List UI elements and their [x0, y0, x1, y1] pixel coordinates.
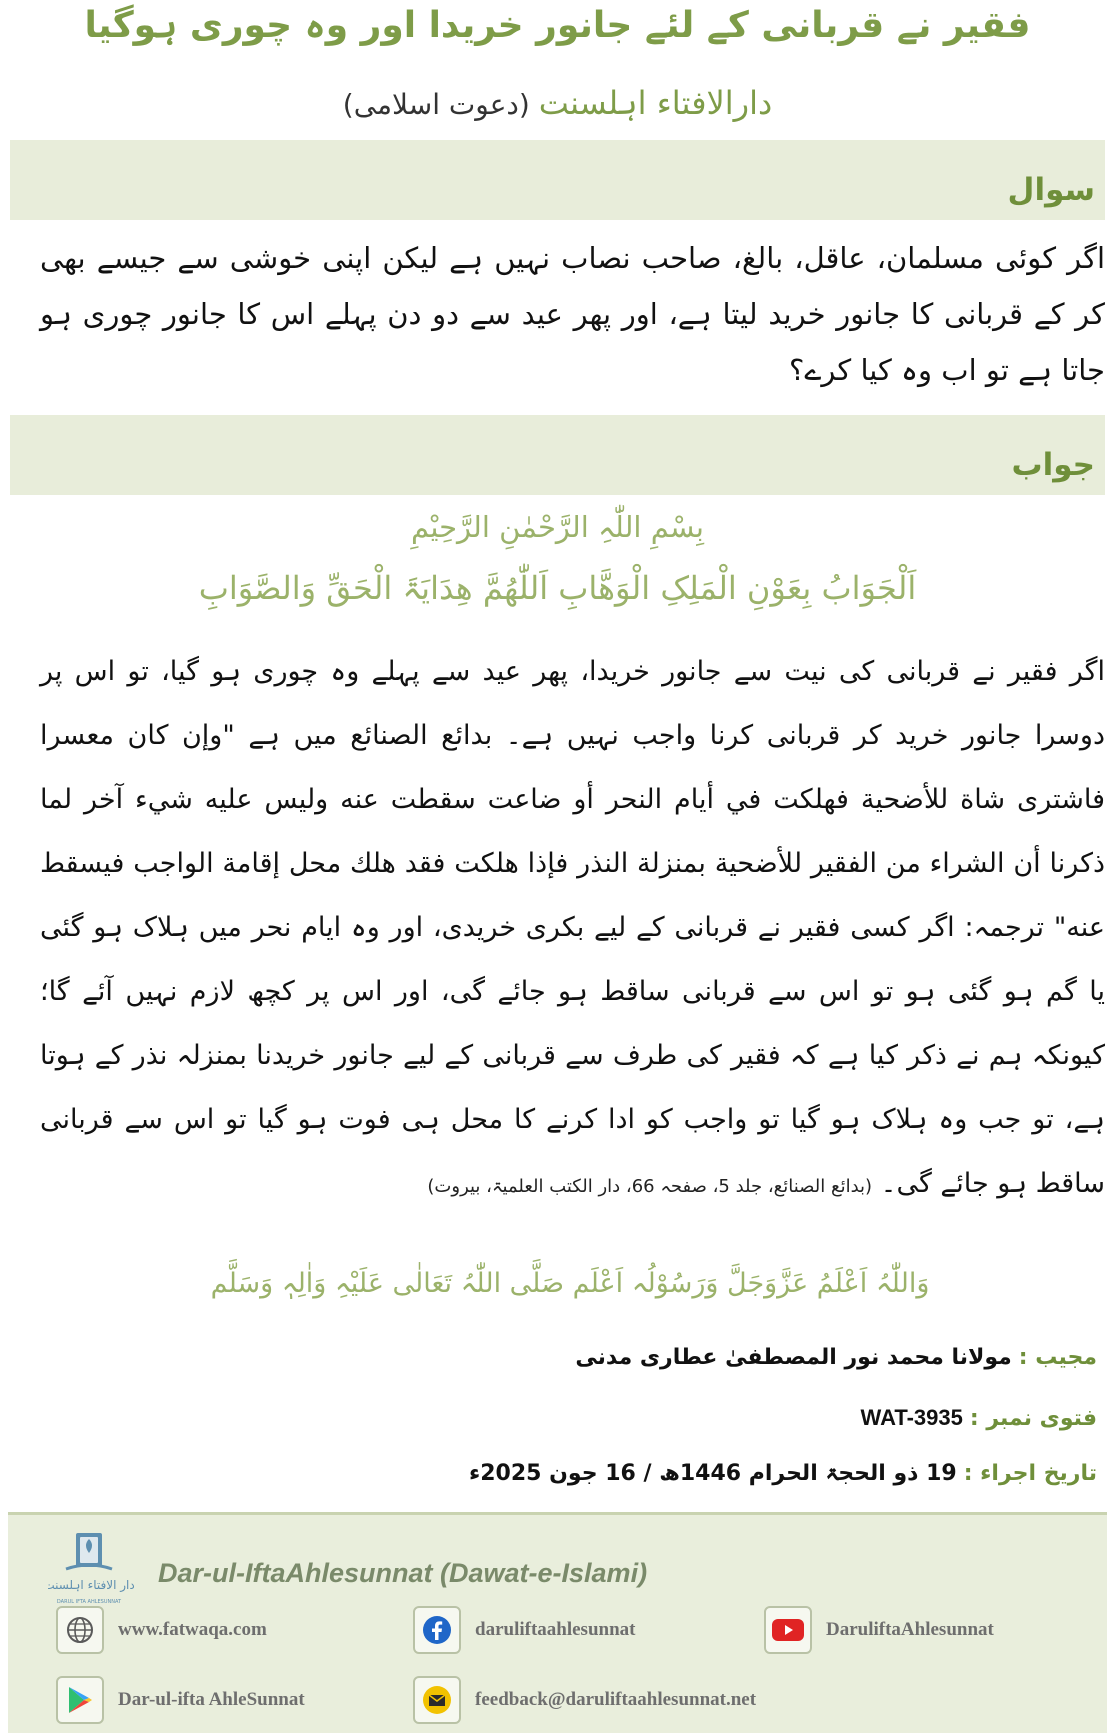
answer-text: اگر فقیر نے قربانی کی نیت سے جانور خریدا، پھر عید سے پہلے وہ چوری ہو گیا، تو اس پر دوسرا جانور خرید کر قربانی کرنا واجب نہیں ہے۔ بدائع الصنائع میں ہے "وإن كان معسرا فاشترى شاة للأضحية فهلكت في أيام النحر أو ضاعت سقطت عنه وليس عليه شيء آخر لما ذكرنا أن الشراء من الفقير للأضحية بمنزلة النذر فإذا هلكت فقد هلك محل إقامة الواجب فيسقط عنه" ترجمہ: اگر کسی فقیر نے قربانی کے لیے بکری خریدی، اور وہ ایام نحر میں ہلاک ہو گئی یا گم ہو گئی ہو تو اس سے قربانی ساقط ہو جائے گی، اور اس پر کچھ لازم نہیں آئے گا؛ کیونکہ ہم نے ذکر کیا ہے کہ فقیر کی طرف سے قربانی کے لیے جانور خریدنا بمنزلہ نذر کے ہوتا ہے، تو جب وہ ہلاک ہو گیا تو واجب کو ادا کرنے کا محل ہی فوت ہو گیا تو اس سے قربانی ساقط ہو جائے گی۔	[40, 656, 1105, 1199]
answer-heading: جواب	[1011, 447, 1095, 483]
globe-icon	[56, 1606, 104, 1654]
youtube-text: DaruliftaAhlesunnat	[826, 1619, 994, 1640]
svg-text:DARUL IFTA AHLESUNNAT: DARUL IFTA AHLESUNNAT	[56, 1599, 122, 1605]
mujeeb-name: مولانا محمد نور المصطفیٰ عطاری مدنی	[575, 1345, 1012, 1370]
subtitle-org: دارالافتاء اہلسنت	[538, 84, 773, 122]
play-store-text: Dar-ul-ifta AhleSunnat	[118, 1689, 305, 1710]
answer-heading-bar	[10, 415, 1105, 495]
youtube-link[interactable]	[764, 1605, 994, 1655]
play-store-link[interactable]	[56, 1675, 305, 1725]
issue-date-line	[0, 1456, 1105, 1492]
svg-text:دار الافتاء اہلسنت: دار الافتاء اہلسنت	[48, 1578, 135, 1592]
question-text: اگر کوئی مسلمان، عاقل، بالغ، صاحب نصاب نہیں ہے لیکن اپنی خوشی سے جیسے بھی کر کے قربانی کا جانور خرید لیتا ہے، اور پھر عید سے دو دن پہلے اس کا جانور چوری ہو جاتا ہے تو اب وہ کیا کرے؟	[40, 241, 1105, 387]
question-heading: سوال	[1007, 172, 1095, 208]
youtube-icon	[764, 1606, 812, 1654]
answer-body	[40, 640, 1105, 1219]
feedback-email-text: feedback@daruliftaahlesunnat.net	[475, 1689, 757, 1710]
closing-dua: وَاللّٰہُ اَعْلَمُ عَزَّوَجَلَّ وَرَسُوْلُہ اَعْلَم صَلَّی اللّٰہُ تَعَالٰی عَلَیْہِ وَاٰلِہٖ وَسَلَّم	[210, 1268, 930, 1299]
mujeeb-line	[0, 1340, 1105, 1376]
subtitle-parent: (دعوت اسلامی)	[342, 88, 530, 121]
facebook-icon	[413, 1606, 461, 1654]
play-store-icon	[56, 1676, 104, 1724]
fatwa-number: WAT-3935	[860, 1405, 963, 1430]
dar-ul-ifta-logo	[48, 1529, 142, 1609]
answer-reference: (بدائع الصنائع، جلد 5، صفحہ 66، دار الکتب العلمیۃ، بیروت)	[427, 1176, 873, 1197]
mujeeb-label: مجیب :	[1018, 1345, 1097, 1370]
website-text: www.fatwaqa.com	[118, 1619, 267, 1640]
issue-date-label: تاریخ اجراء :	[963, 1461, 1097, 1486]
feedback-email-link[interactable]	[413, 1675, 756, 1725]
question-heading-bar	[10, 140, 1105, 220]
answer-opening-dua: اَلْجَوَابُ بِعَوْنِ الْمَلِکِ الْوَھَّابِ اَللّٰھُمَّ ھِدَایَۃَ الْحَقِّ وَالصَّوَابِ	[198, 569, 917, 607]
fatwa-number-label: فتوی نمبر :	[969, 1406, 1097, 1431]
page-title: فقیر نے قربانی کے لئے جانور خریدا اور وہ چوری ہوگیا	[84, 5, 1031, 46]
basmala: بِسْمِ اللّٰہِ الرَّحْمٰنِ الرَّحِیْمِ	[411, 510, 704, 544]
footer	[8, 1512, 1107, 1733]
facebook-link[interactable]	[413, 1605, 635, 1655]
facebook-text: daruliftaahlesunnat	[475, 1619, 636, 1640]
website-link[interactable]	[56, 1605, 267, 1655]
issue-date: 19 ذو الحجۃ الحرام 1446ھ / 16 جون 2025ء	[468, 1461, 957, 1486]
feedback-icon	[413, 1676, 461, 1724]
footer-brand: Dar-ul-IftaAhlesunnat (Dawat-e-Islami)	[158, 1558, 648, 1588]
page-subtitle	[0, 80, 1115, 126]
fatwa-number-line	[0, 1400, 1105, 1437]
